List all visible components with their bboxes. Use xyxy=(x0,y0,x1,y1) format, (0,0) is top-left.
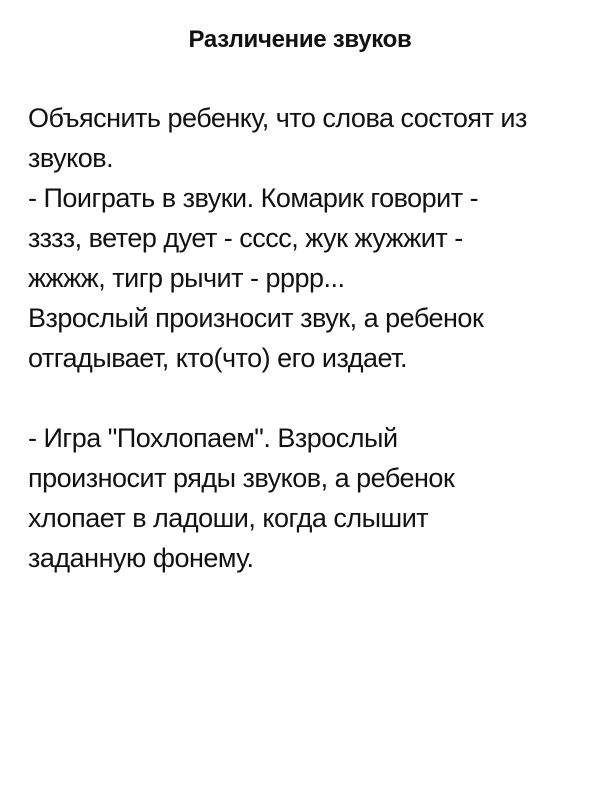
page-title: Различение звуков xyxy=(188,26,412,53)
text-line: звуков. xyxy=(28,143,114,173)
text-line: жжжж, тигр рычит - рррр... xyxy=(28,263,345,293)
text-line: - Игра "Похлопаем". Взрослый xyxy=(28,423,398,453)
document-body xyxy=(28,98,572,578)
paragraph-clap-game xyxy=(28,418,572,578)
text-line: зззз, ветер дует - сссс, жук жужжит - xyxy=(28,223,463,253)
text-line: произносит ряды звуков, а ребенок xyxy=(28,463,455,493)
text-line: хлопает в ладоши, когда слышит xyxy=(28,503,429,533)
text-line: Объяснить ребенку, что слова состоят из xyxy=(28,103,527,133)
text-line: отгадывает, кто(что) его издает. xyxy=(28,343,408,373)
text-line: Взрослый произносит звук, а ребенок xyxy=(28,303,484,333)
text-line: - Поиграть в звуки. Комарик говорит - xyxy=(28,183,479,213)
paragraph-sound-game xyxy=(28,98,572,378)
text-line: заданную фонему. xyxy=(28,543,254,573)
